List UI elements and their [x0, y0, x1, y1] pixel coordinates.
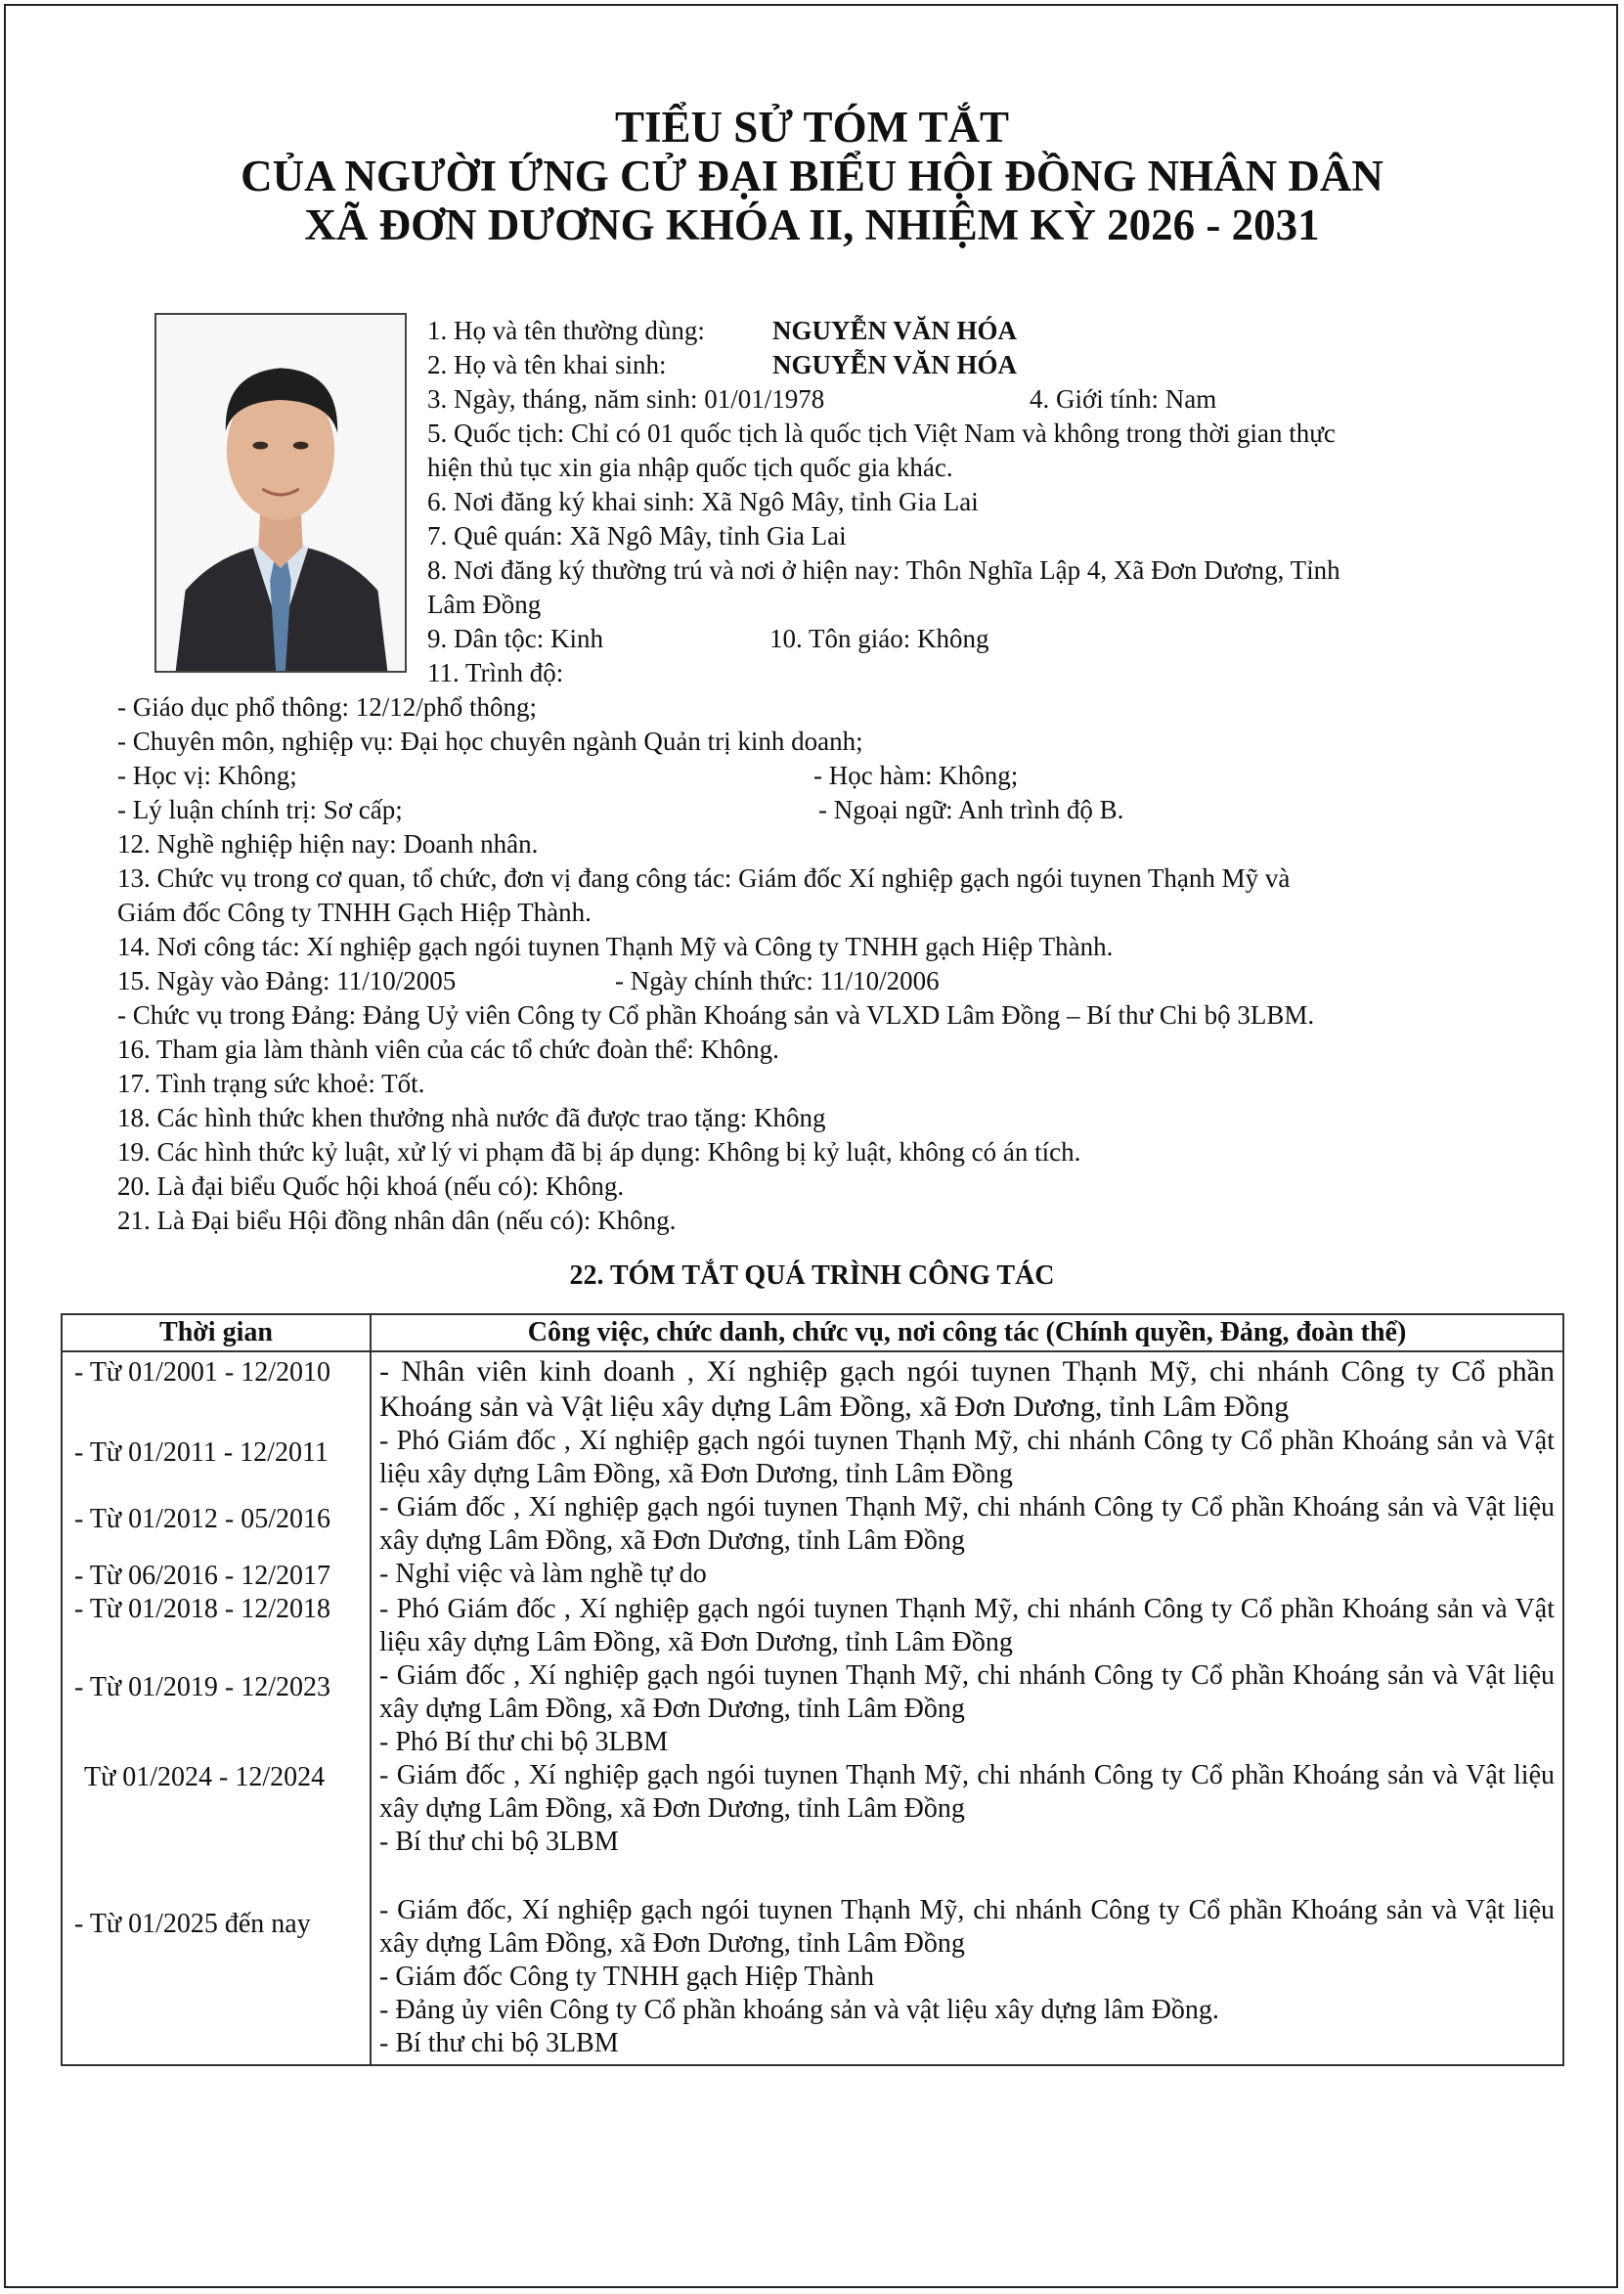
work-history-title: 22. TÓM TẮT QUÁ TRÌNH CÔNG TÁC	[569, 1260, 1055, 1291]
field-organizations: 16. Tham gia làm thành viên của các tổ chức đoàn thể: Không.	[117, 1035, 779, 1064]
row-description-line: - Giám đốc, Xí nghiệp gạch ngói tuynen Thạnh Mỹ, chi nhánh Công ty Cổ phần Khoáng sản và Vật liệu xây dựng Lâm Đồng, xã Đơn Dương, tỉnh Lâm Đồng	[379, 1895, 1555, 1959]
field-qualification: 11. Trình độ:	[427, 658, 564, 687]
table-row	[62, 1558, 1563, 1593]
field-political-theory: - Lý luận chính trị: Sơ cấp;	[117, 795, 403, 824]
table-row	[62, 1491, 1563, 1558]
row-description	[371, 1351, 1563, 1425]
row-description-line: - Giám đốc , Xí nghiệp gạch ngói tuynen Thạnh Mỹ, chi nhánh Công ty Cổ phần Khoáng sản và Vật liệu xây dựng Lâm Đồng, xã Đơn Dương, tỉnh Lâm Đồng	[379, 1660, 1555, 1724]
field-gender: 4. Giới tính: Nam	[1030, 384, 1217, 414]
row-description-line: - Đảng ủy viên Công ty Cổ phần khoáng sản và vật liệu xây dựng lâm Đồng.	[379, 1995, 1219, 2025]
row-description	[371, 1759, 1563, 1859]
field-health: 17. Tình trạng sức khoẻ: Tốt.	[117, 1069, 425, 1098]
field-nationality-2: hiện thủ tục xin gia nhập quốc tịch quốc gia khác.	[427, 453, 953, 482]
row-description	[371, 1659, 1563, 1759]
field-degree: - Học vị: Không;	[117, 761, 297, 790]
doc-title-line-2: CỦA NGƯỜI ỨNG CỬ ĐẠI BIỂU HỘI ĐỒNG NHÂN DÂN	[241, 152, 1383, 200]
field-party-official-date: - Ngày chính thức: 11/10/2006	[615, 966, 940, 995]
row-time: - Từ 06/2016 - 12/2017	[62, 1558, 371, 1593]
table-row	[62, 1759, 1563, 1859]
row-description-line: - Nghỉ việc và làm nghề tự do	[379, 1559, 707, 1589]
field-position-1: 13. Chức vụ trong cơ quan, tổ chức, đơn vị đang công tác: Giám đốc Xí nghiệp gạch ngói tuynen Thạnh Mỹ và	[117, 863, 1291, 893]
table-header-row	[62, 1314, 1563, 1351]
row-description-line: - Bí thư chi bộ 3LBM	[379, 2028, 619, 2058]
table-row	[62, 1425, 1563, 1491]
table-row	[62, 1351, 1563, 1425]
field-nationality-1: 5. Quốc tịch: Chỉ có 01 quốc tịch là quốc tịch Việt Nam và không trong thời gian thực	[427, 419, 1336, 448]
row-description-line: - Giám đốc Công ty TNHH gạch Hiệp Thành	[379, 1962, 874, 1992]
field-major: - Chuyên môn, nghiệp vụ: Đại học chuyên ngành Quản trị kinh doanh;	[117, 727, 863, 756]
field-birth-name-value: NGUYỄN VĂN HÓA	[772, 350, 1018, 379]
row-time: - Từ 01/2018 - 12/2018	[62, 1593, 371, 1659]
field-national-assembly: 20. Là đại biểu Quốc hội khoá (nếu có): Không.	[117, 1171, 625, 1201]
candidate-photo	[154, 313, 407, 673]
row-time: - Từ 01/2012 - 05/2016	[62, 1491, 371, 1558]
row-description-line: - Phó Giám đốc , Xí nghiệp gạch ngói tuynen Thạnh Mỹ, chi nhánh Công ty Cổ phần Khoáng sản và Vật liệu xây dựng Lâm Đồng, xã Đơn Dương, tỉnh Lâm Đồng	[379, 1426, 1555, 1489]
field-common-name-value: NGUYỄN VĂN HÓA	[772, 316, 1018, 345]
field-residence-1: 8. Nơi đăng ký thường trú và nơi ở hiện nay: Thôn Nghĩa Lập 4, Xã Đơn Dương, Tỉnh	[427, 555, 1340, 585]
row-description	[371, 1425, 1563, 1491]
table-row	[62, 1593, 1563, 1659]
row-description-line: - Giám đốc , Xí nghiệp gạch ngói tuynen Thạnh Mỹ, chi nhánh Công ty Cổ phần Khoáng sản và Vật liệu xây dựng Lâm Đồng, xã Đơn Dương, tỉnh Lâm Đồng	[379, 1492, 1555, 1556]
work-history-table	[61, 1313, 1564, 2066]
row-time: - Từ 01/2025 đến nay	[62, 1859, 371, 2065]
field-party-role: - Chức vụ trong Đảng: Đảng Uỷ viên Công ty Cổ phần Khoáng sản và VLXD Lâm Đồng – Bí thư Chi bộ 3LBM.	[117, 1000, 1315, 1030]
row-description	[371, 1859, 1563, 2065]
field-common-name	[427, 314, 1018, 347]
field-birth-registration: 6. Nơi đăng ký khai sinh: Xã Ngô Mây, tỉnh Gia Lai	[427, 487, 979, 516]
column-header-description: Công việc, chức danh, chức vụ, nơi công tác (Chính quyền, Đảng, đoàn thể)	[371, 1314, 1563, 1351]
field-birth-name	[427, 348, 1018, 381]
row-description	[371, 1558, 1563, 1593]
field-hometown: 7. Quê quán: Xã Ngô Mây, tỉnh Gia Lai	[427, 521, 847, 551]
field-ethnicity: 9. Dân tộc: Kinh	[427, 624, 603, 653]
field-general-education: - Giáo dục phổ thông: 12/12/phổ thông;	[117, 692, 537, 722]
field-residence-2: Lâm Đồng	[427, 590, 542, 619]
field-discipline: 19. Các hình thức kỷ luật, xử lý vi phạm đã bị áp dụng: Không bị kỷ luật, không có án tích.	[117, 1137, 1081, 1167]
row-description	[371, 1491, 1563, 1558]
column-header-time: Thời gian	[62, 1314, 371, 1351]
row-time: - Từ 01/2019 - 12/2023	[62, 1659, 371, 1759]
field-peoples-council: 21. Là Đại biểu Hội đồng nhân dân (nếu có): Không.	[117, 1206, 677, 1235]
doc-title-line-3: XÃ ĐƠN DƯƠNG KHÓA II, NHIỆM KỲ 2026 - 2031	[304, 200, 1320, 249]
field-party-join-date: 15. Ngày vào Đảng: 11/10/2005	[117, 966, 457, 995]
row-description-line: - Phó Giám đốc , Xí nghiệp gạch ngói tuynen Thạnh Mỹ, chi nhánh Công ty Cổ phần Khoáng sản và Vật liệu xây dựng Lâm Đồng, xã Đơn Dương, tỉnh Lâm Đồng	[379, 1594, 1555, 1657]
field-birthdate: 3. Ngày, tháng, năm sinh: 01/01/1978	[427, 384, 825, 414]
field-foreign-language: - Ngoại ngữ: Anh trình độ B.	[818, 795, 1124, 824]
table-row	[62, 1659, 1563, 1759]
field-common-name-label: 1. Họ và tên thường dùng:	[427, 316, 705, 345]
row-description-line: - Nhân viên kinh doanh , Xí nghiệp gạch ngói tuynen Thạnh Mỹ, chi nhánh Công ty Cổ phần Khoáng sản và Vật liệu xây dựng Lâm Đồng, xã Đơn Dương, tỉnh Lâm Đồng	[379, 1355, 1555, 1423]
doc-title-line-1: TIỂU SỬ TÓM TẮT	[614, 103, 1010, 152]
row-description-line: - Bí thư chi bộ 3LBM	[379, 1827, 619, 1857]
field-awards: 18. Các hình thức khen thưởng nhà nước đã được trao tặng: Không	[117, 1103, 826, 1132]
row-description-line: - Giám đốc , Xí nghiệp gạch ngói tuynen Thạnh Mỹ, chi nhánh Công ty Cổ phần Khoáng sản và Vật liệu xây dựng Lâm Đồng, xã Đơn Dương, tỉnh Lâm Đồng	[379, 1760, 1555, 1824]
field-birth-name-label: 2. Họ và tên khai sinh:	[427, 350, 667, 379]
field-religion: 10. Tôn giáo: Không	[769, 624, 989, 653]
row-description	[371, 1593, 1563, 1659]
row-time: - Từ 01/2011 - 12/2011	[62, 1425, 371, 1491]
field-workplace: 14. Nơi công tác: Xí nghiệp gạch ngói tuynen Thạnh Mỹ và Công ty TNHH gạch Hiệp Thành.	[117, 932, 1114, 961]
field-occupation: 12. Nghề nghiệp hiện nay: Doanh nhân.	[117, 829, 539, 859]
row-time: - Từ 01/2001 - 12/2010	[62, 1351, 371, 1425]
field-position-2: Giám đốc Công ty TNHH Gạch Hiệp Thành.	[117, 898, 592, 927]
row-description-line: - Phó Bí thư chi bộ 3LBM	[379, 1727, 669, 1757]
row-time: Từ 01/2024 - 12/2024	[62, 1759, 371, 1859]
field-academic-rank: - Học hàm: Không;	[813, 761, 1019, 790]
table-row	[62, 1859, 1563, 2065]
